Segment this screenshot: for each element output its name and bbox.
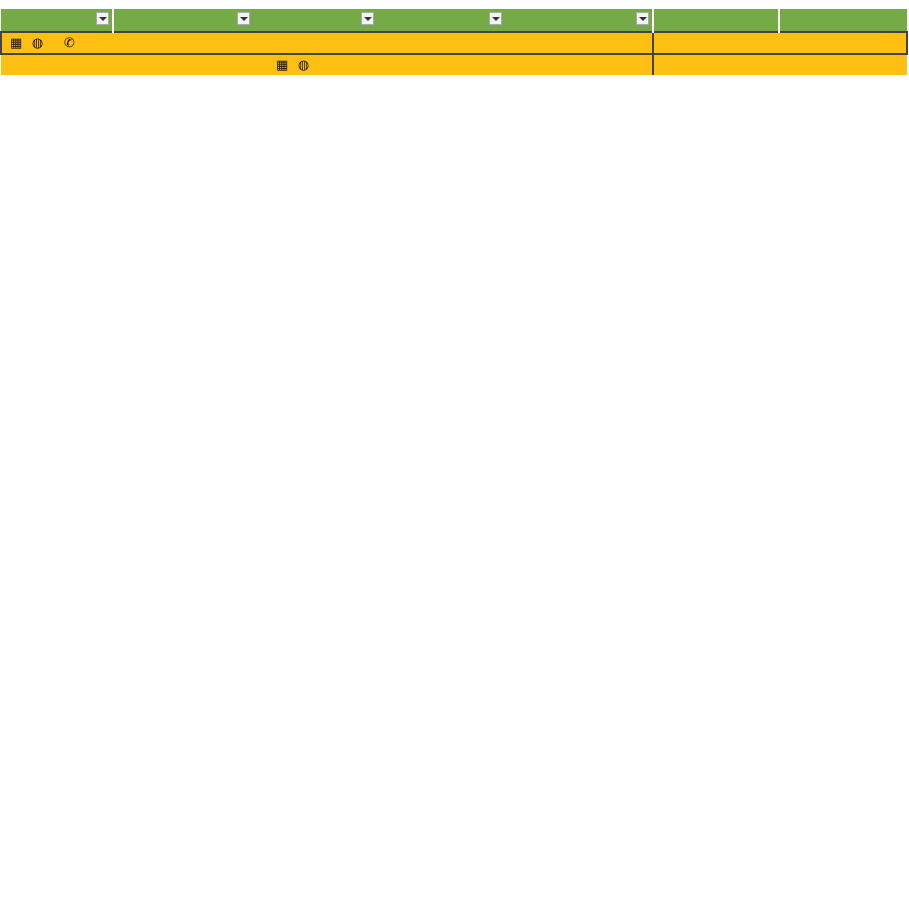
app-icon: ▦ bbox=[10, 35, 23, 50]
price-table bbox=[0, 9, 908, 75]
app-icon: ▦ bbox=[276, 57, 289, 72]
info-banner bbox=[1, 32, 907, 54]
footer-left bbox=[1, 54, 253, 75]
filter-dropdown-icon[interactable] bbox=[96, 12, 109, 25]
globe-icon: ◍ bbox=[31, 35, 44, 50]
col-header-kemarin[interactable] bbox=[253, 9, 377, 32]
phone-icon: ✆ bbox=[63, 35, 75, 50]
filter-dropdown-icon[interactable] bbox=[489, 12, 502, 25]
col-header-wilayah[interactable] bbox=[1, 9, 113, 32]
banner-body bbox=[1, 32, 907, 54]
footer-right bbox=[653, 54, 907, 75]
filter-dropdown-icon[interactable] bbox=[361, 12, 374, 25]
col-header-bakul bbox=[653, 9, 779, 32]
footer-body bbox=[1, 54, 907, 75]
col-header-hari-ini[interactable] bbox=[377, 9, 505, 32]
footer-row bbox=[1, 54, 907, 75]
col-header-keterangan[interactable] bbox=[505, 9, 653, 32]
filter-dropdown-icon[interactable] bbox=[237, 12, 250, 25]
banner-right bbox=[653, 32, 907, 54]
col-header-toko bbox=[779, 9, 907, 32]
col-header-daerah[interactable] bbox=[113, 9, 253, 32]
filter-dropdown-icon[interactable] bbox=[636, 12, 649, 25]
globe-icon: ◍ bbox=[297, 57, 310, 72]
price-sheet bbox=[0, 9, 909, 75]
header-row bbox=[1, 9, 907, 32]
